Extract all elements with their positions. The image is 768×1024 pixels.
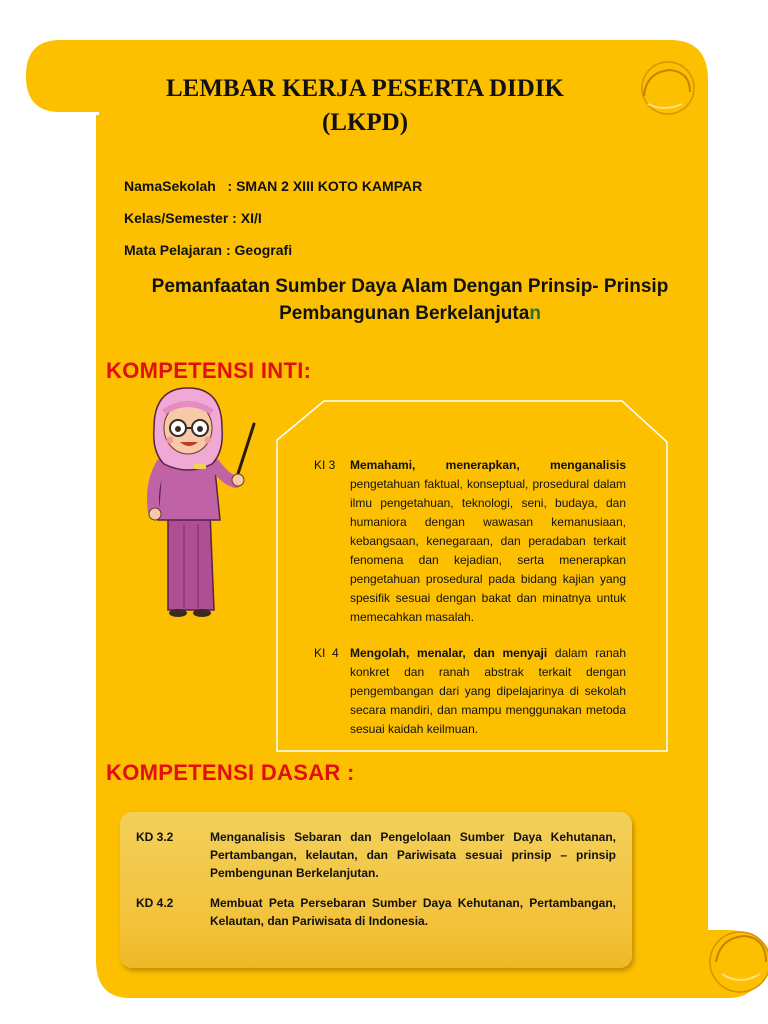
kompetensi-dasar-heading: KOMPETENSI DASAR : <box>106 760 355 785</box>
ki-text <box>350 644 626 739</box>
info-separator: : <box>222 242 235 258</box>
kd-text: Menganalisis Sebaran dan Pengelolaan Sumber Daya Kehutanan, Pertambangan, kelautan, dan Pariwisata sesuai prinsip – prinsip Pembengunan Berkelanjutan. <box>210 830 616 880</box>
info-value: SMAN 2 XIII KOTO KAMPAR <box>236 178 423 194</box>
ki-text-bold: Mengolah, menalar, dan menyaji <box>350 646 548 660</box>
info-separator: : <box>215 178 237 194</box>
topic-line-2 <box>110 300 710 327</box>
info-value: Geografi <box>234 242 293 258</box>
info-label: Mata Pelajaran <box>124 242 223 258</box>
ki-text-rest: dalam ranah konkret dan ranah abstrak terkait dengan pengembangan dari yang dipelajarinya di sekolah secara mandiri, dan mampu menggunakan metoda sesuai kaidah keilmuan. <box>350 646 627 736</box>
info-separator: : <box>228 210 241 226</box>
topic-line-2-last: n <box>529 303 541 324</box>
ki-code: KI 4 <box>314 646 339 660</box>
kd-text: Membuat Peta Persebaran Sumber Daya Kehutanan, Pertambangan, Kelautan, dan Pariwisata di Indonesia. <box>210 896 616 928</box>
kd-item-4-2 <box>136 894 616 930</box>
kompetensi-inti-box <box>276 400 668 752</box>
info-row-class <box>124 210 262 226</box>
info-label: NamaSekolah <box>124 178 216 194</box>
kd-item-3-2 <box>136 828 616 882</box>
page-title <box>100 72 630 140</box>
ki-text-bold: Memahami, menerapkan, menganalisis <box>350 458 626 472</box>
info-row-school <box>124 178 422 194</box>
ki-text-rest: pengetahuan faktual, konseptual, prosedural dalam ilmu pengetahuan, teknologi, seni, budaya, dan humaniora dengan wawasan kemanusiaan, kebangsaan, kenegaraan, dan peradaban terkait fenomena dan kejadian, serta menerapkan pengetahuan prosedural pada bidang kajian yang spesifik sesuai dengan bakat dan minatnya untuk memecahkan masalah. <box>350 477 626 624</box>
ki-code: KI 3 <box>314 458 336 472</box>
info-value: XI/I <box>240 210 262 226</box>
title-line-2: (LKPD) <box>321 109 409 136</box>
topic-line-2-main: Pembangunan Berkelanjuta <box>279 303 530 324</box>
ki-item-3 <box>314 456 626 627</box>
kompetensi-inti-heading: KOMPETENSI INTI: <box>106 358 312 383</box>
kd-code: KD 4.2 <box>136 896 174 910</box>
kompetensi-dasar-panel <box>120 812 632 968</box>
teacher-illustration <box>140 384 270 624</box>
ki-item-4 <box>314 644 626 739</box>
info-row-subject <box>124 242 292 258</box>
title-line-1: LEMBAR KERJA PESERTA DIDIK <box>165 75 565 102</box>
info-label: Kelas/Semester <box>124 210 229 226</box>
kd-code: KD 3.2 <box>136 830 174 844</box>
topic-heading <box>110 273 710 327</box>
ki-text <box>350 456 626 627</box>
topic-line-1: Pemanfaatan Sumber Daya Alam Dengan Prinsip- Prinsip <box>151 276 669 297</box>
